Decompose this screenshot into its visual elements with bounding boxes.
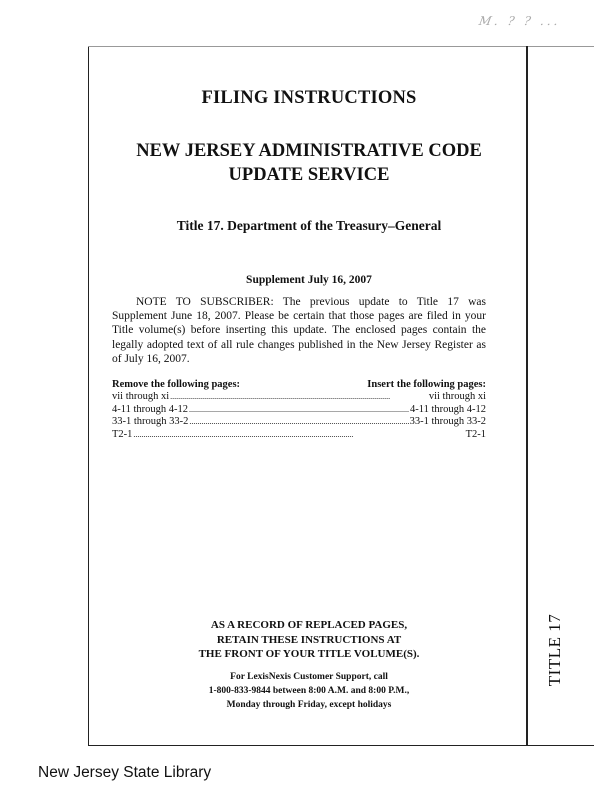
- page-heading: FILING INSTRUCTIONS: [201, 88, 417, 108]
- record-notice-line-2: RETAIN THESE INSTRUCTIONS AT: [216, 633, 402, 646]
- code-title-line-1: NEW JERSEY ADMINISTRATIVE CODE: [136, 141, 482, 161]
- remove-pages: 4-11 through 4-12: [112, 403, 189, 415]
- supplement-date: Supplement July 16, 2007: [246, 274, 372, 286]
- page-row: [112, 404, 486, 417]
- tab-label: TITLE 17: [545, 613, 565, 687]
- code-title: [112, 139, 506, 187]
- insert-header: Insert the following pages:: [367, 379, 486, 390]
- tab-divider: [526, 46, 528, 746]
- page-row: [112, 391, 486, 404]
- dot-leader: [189, 404, 409, 417]
- support-phone: 1-800-833-9844 between 8:00 A.M. and 8:00 P.M.,: [208, 686, 410, 696]
- frame-top-edge: [88, 46, 594, 47]
- page-row: [112, 416, 486, 429]
- insert-pages: vii through xi: [428, 391, 486, 402]
- title-line: Title 17. Department of the Treasury–General: [176, 218, 442, 233]
- insert-pages: 4-11 through 4-12: [409, 403, 486, 415]
- support-line-1: For LexisNexis Customer Support, call: [230, 672, 388, 682]
- handwritten-note: M. ? ? ...: [477, 14, 563, 28]
- insert-pages: T2-1: [465, 428, 486, 440]
- remove-pages: T2-1: [112, 428, 133, 440]
- page-row: [112, 429, 486, 442]
- page-list-header: [112, 378, 486, 391]
- dot-leader: [189, 416, 408, 429]
- insert-pages: 33-1 through 33-2: [409, 416, 486, 427]
- library-footer: New Jersey State Library: [38, 764, 212, 781]
- code-title-line-2: UPDATE SERVICE: [228, 165, 390, 185]
- subscriber-note: NOTE TO SUBSCRIBER: The previous update to Title 17 was Supplement June 18, 2007. Please be certain that those pages are filed in your Title volume(s) before inserting this update. The enclosed pages contain the legally adopted text of all rule changes published in the New Jersey Register as of July 16, 2007.: [112, 296, 486, 365]
- page-replacement-list: [112, 378, 486, 441]
- title-tab: [530, 600, 580, 700]
- record-notice-line-3: THE FRONT OF YOUR TITLE VOLUME(S).: [198, 648, 420, 660]
- record-notice-line-1: AS A RECORD OF REPLACED PAGES,: [210, 619, 408, 631]
- support-hours: Monday through Friday, except holidays: [226, 700, 392, 710]
- customer-support: [112, 670, 506, 712]
- dot-leader: [170, 391, 428, 404]
- dot-leader: [133, 429, 464, 442]
- remove-pages: 33-1 through 33-2: [112, 416, 189, 427]
- remove-header: Remove the following pages:: [112, 379, 241, 390]
- remove-pages: vii through xi: [112, 391, 170, 402]
- record-notice: [112, 618, 506, 662]
